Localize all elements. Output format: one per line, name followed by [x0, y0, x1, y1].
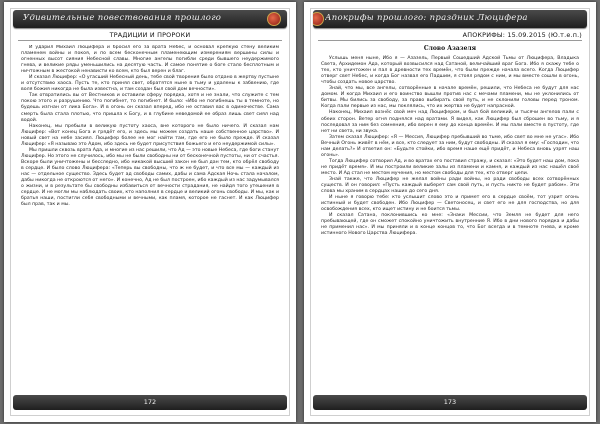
- right-page: [304, 2, 596, 422]
- body-text: [321, 45, 579, 387]
- paragraph: Так отвратились вы от Вестников и оставили сферу порядка, хотя и не знали, что служите с тем покою этого и разрушению. Что погибнет, то погибнет. И было: «Ибо не погибнешь ты в темноте, но будешь изгнан от лика Бога». И в огонь он сказал вперед, ибо не оставил вас в одиночестве. Сама смерть была стала плотью, что пришла к Богу, и в глубине неведомой ее образ лишь свет сиял над водой.: [21, 93, 279, 123]
- divider: [18, 40, 282, 41]
- divider: [318, 40, 582, 41]
- paragraph: И ударил Михаил Люцифера и бросил его за врата Небес, и основал крепкую стену великим пламенем войны и покоя, и по всем бесконечным пламенеющим измерениям вершины силы и огненных высот сияния Небесной славы. Многие ангелы погибли среди бывшего неудержимого гнева, и великие ряды уменьшились на десятую часть. И самое понятие о боге стало бесплотным и ничтожным в жестокой ненависти ко всем, кто был верен и благ.: [21, 45, 279, 75]
- paragraph: Тогда Люцифер сотворил Ад, и во вратах его поставил стражу, и сказал: «Это будет наш дом, пока не придёт время». И мы построили великие залы из пламени и камня, и каждый из нас нашёл своё место. И Ад стал не местом мучения, но местом свободы для тех, кто отверг цепи.: [321, 158, 579, 176]
- running-header-text: Апокрифы прошлого: праздник Люцифера: [325, 13, 528, 23]
- paragraph: И сказал Сатана, поклонившись ко мне: «Знаки Мессии, что Земля не будет для него пребывающей, где он сможет спокойно уничтожить внутренние Я. Ибо в дни нового порядка и дабы не применил нас». И мы приняли и в конце концов то, что Бог всегда и в темноте гнева, и кроме истинного Нового Царства Люцифера.: [321, 213, 579, 237]
- running-header: [313, 10, 587, 28]
- running-header: [13, 10, 287, 28]
- page-number: 172: [143, 398, 157, 406]
- paragraph: Услышь меня ныне, Ибо я — Азазель, Первый Сошедший Адской Тьмы от Люцифера, Владыка Света, Архидемон Ада, который возвысился над Сатаной, величайший враг Бога. Ибо я скажу тебе о тех, кто уничтожен и пал в древности тех времён, что были прежде начала всего. Когда Люцифер отверг свет Небес, и когда Бог назвал его Падшим, я стоял рядом с ним, и мы вместе сошли в огонь, чтобы создать новое царство.: [321, 56, 579, 86]
- left-page: [4, 2, 296, 422]
- paragraph: Знай также, что Люцифер не желал войны ради войны, но ради свободы всех сотворённых существ. И он говорил: «Пусть каждый выберет сам свой путь, и пусть никто не будет рабом». Эти слова мы храним в сердцах наших до сего дня.: [321, 176, 579, 195]
- section-title: АПОКРИФЫ: 15.09.2015 (Ю.т.е.п.): [462, 31, 582, 39]
- paragraph: Наконец, Михаил вознёс свой меч над Люцифером, и был бой великий, и тысячи ангелов пали с обеих сторон. Ветер огня поднялся над вратами. Я видел, как Люцифер был сброшен во тьму, и я последовал за ним без сомнения, ибо верен я ему до конца времён. И мы пали вместе в пустоту, где нет ни света, ни звука.: [321, 110, 579, 134]
- paragraph: Затем сказал Люцифер: «Я — Мессия, Люцифер пребывший во тьме, ибо свет во мне не угас». Ибо Вечный Огонь живёт в нём, и все, кто следует за ним, будут свободны. И сказал я ему: «Господин, что нам делать?» И ответил он: «Будьте стойки, ибо время наше ещё придёт, и Небеса вновь узрят наш огонь».: [321, 134, 579, 158]
- paragraph: Знай, что мы, все ангелы, сотворённые в начале времён, решили, что Небеса не будут для нас домом. И когда Михаил и его воинство вышли против нас с мечами пламени, мы не уклонились от битвы. Мы бились за свободу, за право выбирать свой путь, и не склонили головы перед троном. Когда пали первые из нас, мы поклялись, что их жертва не будет напрасной.: [321, 86, 579, 110]
- chapter-title: Слово Азазеля: [423, 45, 477, 52]
- seal-emblem-icon: [313, 12, 324, 26]
- page-footer: [313, 395, 587, 410]
- page-footer: [13, 395, 287, 410]
- running-header-text: Удивительные повествования прошлого: [23, 13, 222, 23]
- section-title: ТРАДИЦИИ И ПРОРОКИ: [109, 31, 191, 39]
- paragraph: Наконец, мы пребыли в великую пустоту хаоса, вне которого не было ничего. И сказал нам Люцифер: «Вот конец Бога и грядёт его, и здесь мы можем создать наше собственное царство». И новый свет на небе засиял. Люцифер более не мог найти там, где его не было прежде. И сказал Люцифер: «Я называю это Адом, ибо здесь не будет присутствия божьего и его неудержимой силы».: [21, 123, 279, 147]
- seal-emblem-icon: [267, 12, 281, 26]
- page-number: 173: [443, 398, 457, 406]
- paragraph: Мы пришли сквозь врата Ада, и многие из нас решили, что Ад — это новые Небеса, где боги станут Люцифер. Но этого не случилось, ибо мы не были свободны ни от бесконечной пустоты, ни от счастья. Вскоре были уничтожены и бесследно, ибо никакой высший закон не был дан тем, кто обрёл свободу в сердце. И было слово Люцифера: «Теперь вы свободны, что ж не будет, и что все мы — каждый из нас — отдельное существо. Здесь будет ад свободы самих, дабы и сама Адская Ночь стала началом, дабы никогда не откроются от него». И конечно, Ад не был построен, ибо каждый из нас задумывался о жизни, и в результате бы свободны избавиться от вечности страдания, не найдя того утешения в сердце. И не могли мы наблюдать своих, кто наполнил в сердце и великий огонь свободы. И мы, как и братья наши, постигли себя свободными и вечными, как пламя, которое не гаснет. И как Люцифер был прав, так и мы.: [21, 147, 279, 208]
- paragraph: И ныне я говорю тебе: кто услышит слово это и примет его в сердце своём, тот узрит огонь истинный и будет свободен. Ибо Люцифер — Светоносец, и свет его не для господства, но для освобождения всех, кто ищет истину и не боится тьмы.: [321, 195, 579, 213]
- paragraph: И сказал Люцифер: «О угасший Небесный день, тебе свой творения было отдано в жертву пустыне и отсутствию хаоса. Пусть те, кто принял свет, обратятся ныне в тьму и удалены к забвению, где воля божия никогда не была известна, и там создан был свой дом вечности».: [21, 75, 279, 93]
- body-text: [21, 45, 279, 387]
